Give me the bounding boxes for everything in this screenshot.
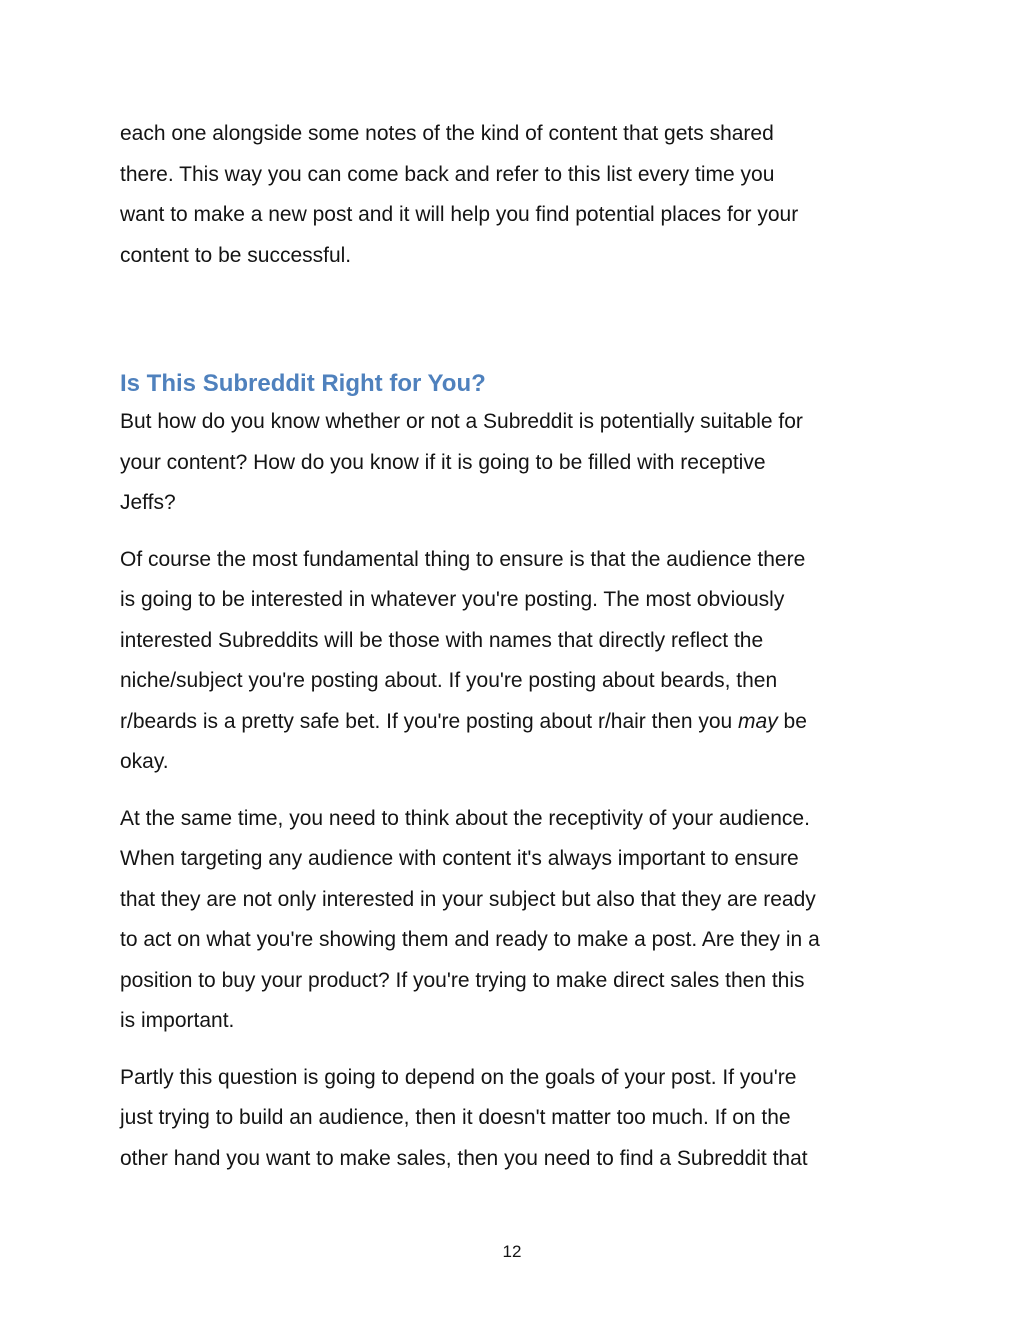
paragraph-line: okay. [120,750,169,773]
paragraph-line: want to make a new post and it will help you find potential places for your [120,203,799,226]
line-text-before: r/beards is a pretty safe bet. If you're posting about r/hair then you [120,709,739,733]
paragraph-line: is important. [120,1009,235,1032]
line-text-after: be [777,709,807,733]
section-heading: Is This Subreddit Right for You? [120,370,486,397]
intro-paragraph [120,114,910,276]
paragraph-line: other hand you want to make sales, then you need to find a Subreddit that [120,1146,808,1170]
paragraph-line: position to buy your product? If you're trying to make direct sales then this [120,968,805,992]
paragraph-2 [120,540,910,783]
paragraph-line: Partly this question is going to depend on the goals of your post. If you're [120,1065,797,1089]
page-number: 12 [502,1242,522,1261]
paragraph-line: just trying to build an audience, then it doesn't matter too much. If on the [120,1106,791,1129]
paragraph-line: to act on what you're showing them and ready to make a post. Are they in a [120,928,820,951]
paragraph-line: there. This way you can come back and refer to this list every time you [120,162,775,186]
paragraph-line: is going to be interested in whatever you're posting. The most obviously [120,588,785,611]
paragraph-line: At the same time, you need to think about the receptivity of your audience. [120,806,810,830]
paragraph-line: Of course the most fundamental thing to ensure is that the audience there [120,547,806,571]
emphasized-word: may [738,709,778,733]
paragraph-line-with-emphasis [120,702,910,743]
paragraph-line: content to be successful. [120,243,352,267]
paragraph-line: interested Subreddits will be those with names that directly reflect the [120,628,764,652]
paragraph-line: each one alongside some notes of the kind of content that gets shared [120,122,774,145]
paragraph-3 [120,799,910,1042]
paragraph-4 [120,1058,910,1180]
paragraph-line: your content? How do you know if it is going to be filled with receptive [120,450,766,474]
paragraph-line: niche/subject you're posting about. If you're posting about beards, then [120,669,778,692]
paragraph-line: But how do you know whether or not a Subreddit is potentially suitable for [120,410,803,433]
paragraph-line: that they are not only interested in your subject but also that they are ready [120,887,816,911]
document-page [120,114,910,1195]
paragraph-line: Jeffs? [120,491,176,514]
paragraph-line: When targeting any audience with content it's always important to ensure [120,847,799,870]
paragraph-1 [120,402,910,524]
